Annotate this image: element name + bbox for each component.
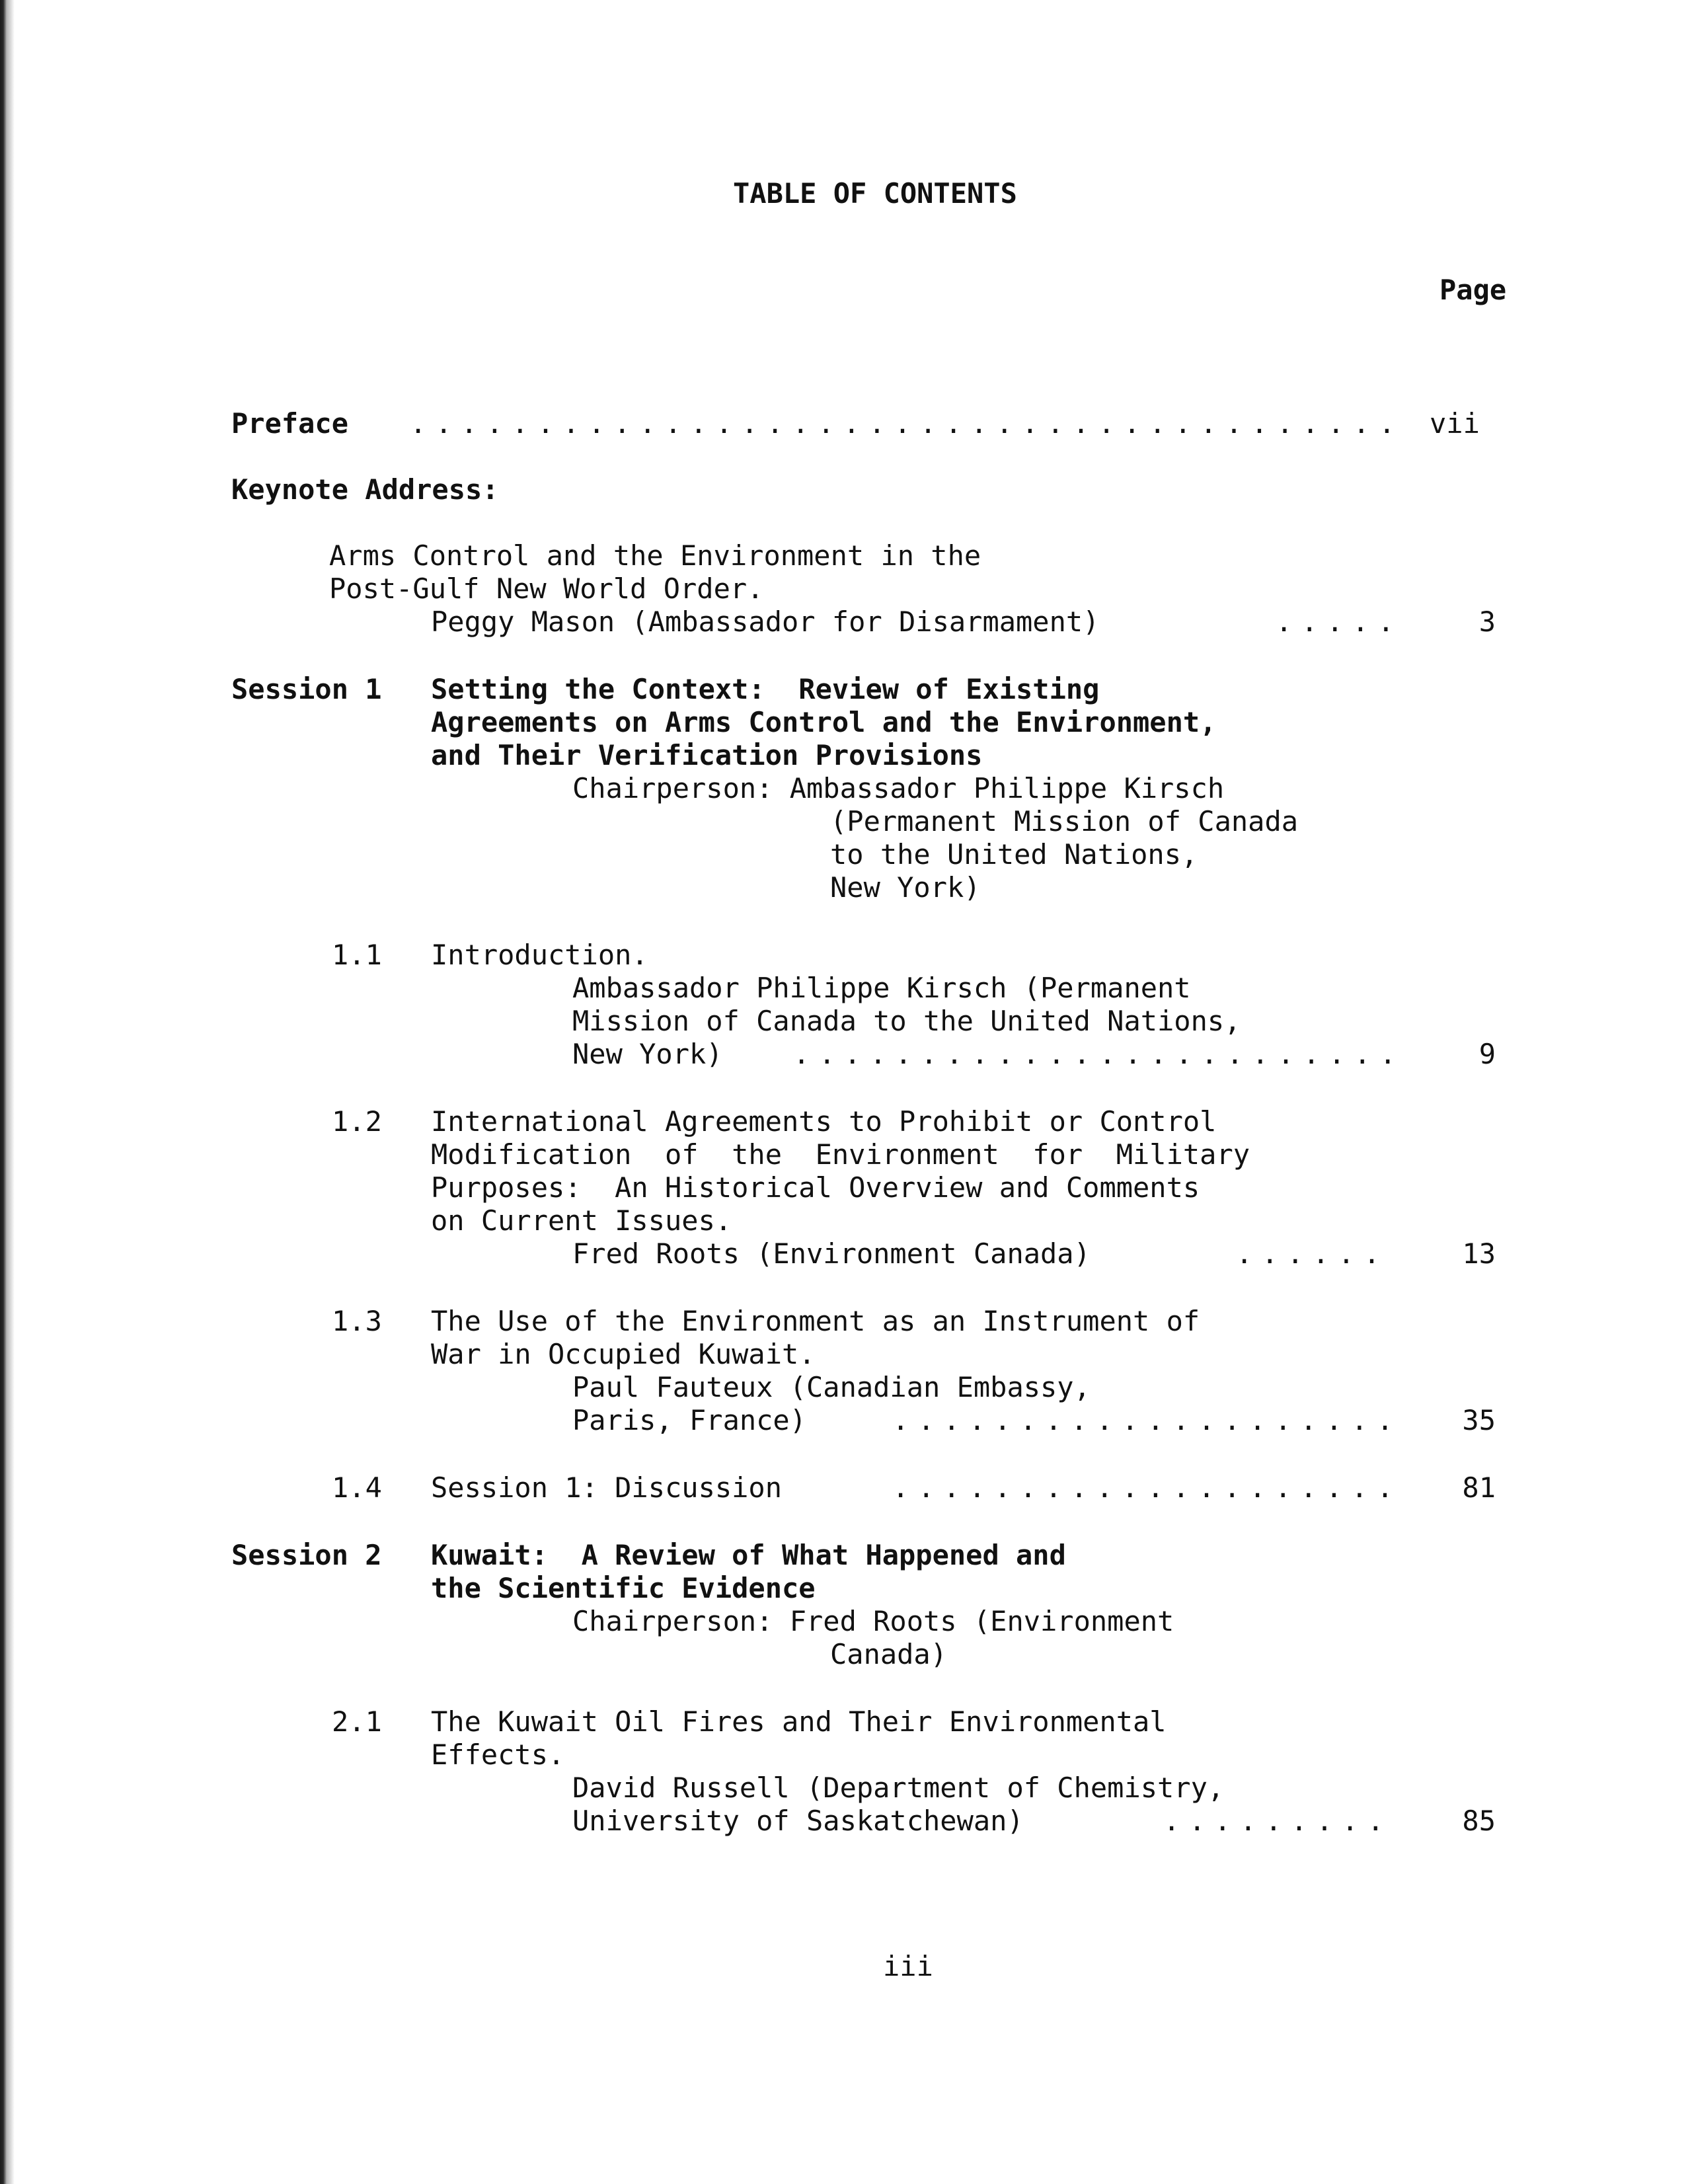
entry-2-1-title-line: The Kuwait Oil Fires and Their Environmental — [431, 1705, 1167, 1738]
session-1-title-line: and Their Verification Provisions — [431, 739, 983, 771]
session-2-chair-line: Chairperson: Fred Roots (Environment — [572, 1605, 1174, 1637]
entry-1-1-title: Introduction. — [431, 939, 648, 971]
dot-leader — [892, 1471, 1395, 1504]
entry-1-3-page: 35 — [1462, 1404, 1496, 1436]
entry-1-3-author-line: Paul Fauteux (Canadian Embassy, — [572, 1371, 1091, 1403]
entry-1-1-page: 9 — [1478, 1038, 1496, 1070]
page-column-header: Page — [1439, 274, 1507, 306]
entry-1-2-title-line: Purposes: An Historical Overview and Comments — [431, 1171, 1200, 1204]
entry-1-2-number: 1.2 — [332, 1105, 382, 1138]
entry-2-1-number: 2.1 — [332, 1705, 382, 1738]
keynote-title-line: Post-Gulf New World Order. — [329, 572, 764, 605]
entry-1-3-author-line: Paris, France) — [572, 1404, 807, 1436]
entry-1-3-number: 1.3 — [332, 1305, 382, 1337]
session-1-chair-line: New York) — [830, 871, 981, 904]
session-1-number: Session 1 — [231, 673, 382, 705]
session-1-chair-line: (Permanent Mission of Canada — [830, 805, 1299, 838]
entry-2-1-page: 85 — [1462, 1805, 1496, 1837]
entry-1-4-title: Session 1: Discussion — [431, 1471, 783, 1504]
session-1-chair-line: Chairperson: Ambassador Philippe Kirsch — [572, 772, 1225, 804]
session-2-title-line: Kuwait: A Review of What Happened and — [431, 1539, 1066, 1571]
toc-entry-preface-label: Preface — [231, 407, 349, 440]
keynote-title-line: Arms Control and the Environment in the — [329, 539, 981, 572]
dot-leader — [1163, 1805, 1395, 1838]
entry-1-2-author: Fred Roots (Environment Canada) — [572, 1237, 1091, 1270]
session-1-title-line: Setting the Context: Review of Existing — [431, 673, 1100, 705]
session-1-title-line: Agreements on Arms Control and the Environment, — [431, 706, 1217, 738]
dot-leader — [410, 407, 1395, 440]
entry-1-2-title-line: Modification of the Environment for Military — [431, 1138, 1250, 1171]
keynote-heading: Keynote Address: — [231, 473, 499, 506]
entry-2-1-author-line: University of Saskatchewan) — [572, 1805, 1024, 1837]
session-1-chair-line: to the United Nations, — [830, 838, 1198, 871]
dot-leader — [892, 1404, 1395, 1437]
entry-2-1-author-line: David Russell (Department of Chemistry, — [572, 1772, 1225, 1804]
entry-1-1-number: 1.1 — [332, 939, 382, 971]
keynote-page: 3 — [1478, 605, 1496, 638]
entry-1-4-number: 1.4 — [332, 1471, 382, 1504]
entry-1-1-author-line: New York) — [572, 1038, 723, 1070]
session-2-number: Session 2 — [231, 1539, 382, 1571]
page-title: TABLE OF CONTENTS — [733, 177, 1017, 210]
entry-1-2-page: 13 — [1462, 1237, 1496, 1270]
entry-1-2-title-line: International Agreements to Prohibit or Control — [431, 1105, 1217, 1138]
entry-1-2-title-line: on Current Issues. — [431, 1204, 732, 1237]
page-number-footer: iii — [883, 1950, 933, 1982]
session-2-title-line: the Scientific Evidence — [431, 1572, 816, 1604]
session-2-chair-line: Canada) — [830, 1638, 948, 1670]
entry-1-1-author-line: Mission of Canada to the United Nations, — [572, 1005, 1241, 1037]
entry-1-3-title-line: War in Occupied Kuwait. — [431, 1338, 816, 1370]
entry-1-4-page: 81 — [1462, 1471, 1496, 1504]
keynote-author: Peggy Mason (Ambassador for Disarmament) — [431, 605, 1100, 638]
toc-entry-preface-page: vii — [1430, 407, 1480, 440]
entry-1-1-author-line: Ambassador Philippe Kirsch (Permanent — [572, 972, 1191, 1004]
dot-leader — [793, 1038, 1395, 1071]
entry-2-1-title-line: Effects. — [431, 1738, 565, 1771]
entry-1-3-title-line: The Use of the Environment as an Instrument of — [431, 1305, 1200, 1337]
